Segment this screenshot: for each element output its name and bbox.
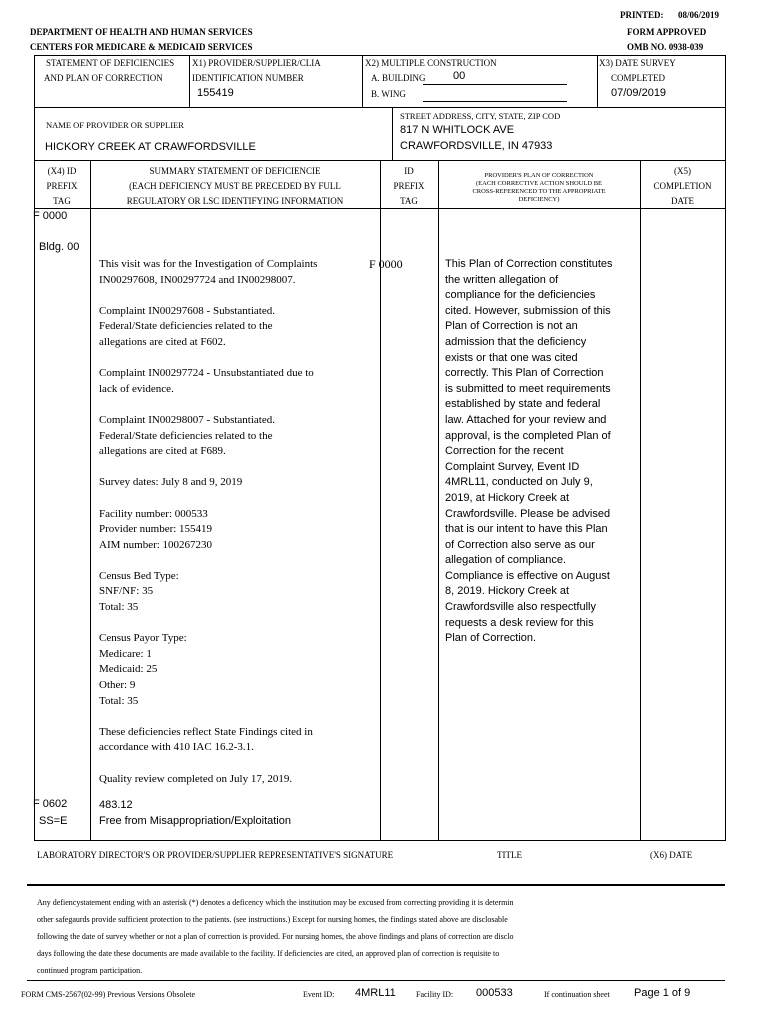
disclaimer-line: Any defiencystatement ending with an asterisk (*) denotes a deficency which the institution may be excused from correcting providing it is determin: [37, 898, 514, 907]
summary-paragraph: [99, 772, 379, 788]
col-id-1: ID: [404, 166, 414, 176]
poc-line: Plan of Correction is not an: [445, 320, 578, 333]
regulation-title: Free from Misappropriation/Exploitation: [99, 815, 291, 827]
poc-line: is submitted to meet requirements: [445, 382, 611, 395]
printed-date: 08/06/2019: [678, 10, 720, 20]
address-line-1: 817 N WHITLOCK AVE: [400, 124, 515, 136]
summary-line: accordance with 410 IAC 16.2-3.1.: [99, 741, 254, 754]
summary-statement: [99, 257, 379, 787]
poc-line: established by state and federal: [445, 398, 601, 411]
x3-label: X3) DATE SURVEY: [599, 58, 676, 68]
facility-id-value: 000533: [476, 987, 513, 999]
disclaimer-line: days following the date these documents are made available to the facility. If deficiencies are cited, an approved plan of correction is requisite to: [37, 949, 500, 958]
poc-line: correctly. This Plan of Correction: [445, 367, 604, 380]
address-label: STREET ADDRESS, CITY, STATE, ZIP COD: [400, 111, 561, 121]
summary-line: Survey dates: July 8 and 9, 2019: [99, 476, 243, 489]
col-id-3: TAG: [400, 196, 418, 206]
col-x5-1: (X5): [674, 166, 691, 176]
regulation-number: 483.12: [99, 799, 133, 811]
poc-line: This Plan of Correction constitutes: [445, 258, 613, 270]
signature-label: LABORATORY DIRECTOR'S OR PROVIDER/SUPPLIER REPRESENTATIVE'S SIGNATURE: [37, 850, 394, 860]
poc-line: admission that the deficiency: [445, 335, 587, 348]
col-summary-1: SUMMARY STATEMENT OF DEFICIENCIE: [149, 166, 321, 176]
survey-date-value: 07/09/2019: [611, 87, 667, 99]
poc-line: requests a desk review for this: [445, 616, 594, 629]
summary-line: SNF/NF: 35: [99, 585, 154, 598]
x1-label: X1) PROVIDER/SUPPLIER/CLIA: [192, 58, 321, 68]
id-tag-f0000: F 0000: [369, 257, 403, 271]
provider-id-value: 155419: [197, 87, 234, 99]
disclaimer-text: [37, 894, 727, 979]
building-label: A. BUILDING: [371, 73, 426, 83]
col-x4-1: (X4) ID: [47, 166, 77, 176]
title-label: TITLE: [497, 850, 522, 860]
col-poc-3: CROSS-REFERENCED TO THE APPROPRIATE: [472, 188, 606, 195]
col-poc-4: DEFICIENCY): [518, 196, 560, 203]
poc-line: Complaint Survey, Event ID: [445, 460, 580, 473]
summary-paragraph: [99, 631, 379, 709]
col-x4-2: PREFIX: [46, 181, 78, 191]
tag-f0602: F 0602: [33, 798, 68, 810]
summary-line: Other: 9: [99, 679, 136, 692]
summary-line: These deficiencies reflect State Findings cited in: [99, 725, 313, 738]
provider-name-label: NAME OF PROVIDER OR SUPPLIER: [46, 120, 184, 130]
col-summary-2: (EACH DEFICIENCY MUST BE PRECEDED BY FULL: [129, 181, 341, 191]
printed-label: PRINTED:: [620, 10, 664, 20]
poc-line: of Correction also serve as our: [445, 538, 595, 551]
poc-line: 2019, at Hickory Creek at: [445, 491, 570, 504]
date-label: (X6) DATE: [650, 850, 693, 860]
poc-line: Crawfordsville. Please be advised: [445, 507, 611, 520]
summary-line: Census Bed Type:: [99, 569, 179, 582]
summary-line: Federal/State deficiencies related to the: [99, 320, 273, 333]
address-line-2: CRAWFORDSVILLE, IN 47933: [400, 140, 553, 152]
summary-line: allegations are cited at F602.: [99, 335, 226, 348]
col-x4-3: TAG: [53, 196, 71, 206]
col-poc-2: (EACH CORRECTIVE ACTION SHOULD BE: [475, 180, 603, 187]
poc-line: allegation of compliance.: [445, 554, 567, 567]
summary-line: Complaint IN00297724 - Unsubstantiated due to: [99, 367, 314, 380]
building-tag: Bldg. 00: [39, 241, 80, 253]
col-poc-1: PROVIDER'S PLAN OF CORRECTION: [484, 172, 594, 179]
poc-line: Correction for the recent: [445, 445, 564, 458]
col-summary-3: REGULATORY OR LSC IDENTIFYING INFORMATION: [126, 196, 344, 206]
summary-line: Quality review completed on July 17, 2019.: [99, 772, 293, 785]
form-approved: FORM APPROVED: [627, 27, 707, 37]
building-value: 00: [453, 70, 466, 82]
summary-line: Medicare: 1: [99, 647, 152, 660]
poc-line: Compliance is effective on August: [445, 569, 610, 582]
summary-line: Census Payor Type:: [99, 632, 187, 645]
col-id-2: PREFIX: [393, 181, 425, 191]
continuation-label: If continuation sheet: [544, 990, 610, 999]
summary-line: Federal/State deficiencies related to the: [99, 429, 273, 442]
poc-line: approval, is the completed Plan of: [445, 429, 611, 442]
summary-line: Total: 35: [99, 601, 139, 614]
disclaimer-line: continued program participation.: [37, 966, 143, 975]
col-x5-3: DATE: [671, 196, 694, 206]
event-id-label: Event ID:: [303, 990, 335, 999]
summary-paragraph: [99, 366, 379, 397]
x1-label-2: IDENTIFICATION NUMBER: [192, 73, 304, 83]
x2-label: X2) MULTIPLE CONSTRUCTION: [365, 58, 497, 68]
poc-line: the written allegation of: [445, 273, 559, 286]
poc-line: compliance for the deficiencies: [445, 289, 596, 302]
summary-line: allegations are cited at F689.: [99, 445, 226, 458]
centers-heading: CENTERS FOR MEDICARE & MEDICAID SERVICES: [30, 42, 253, 52]
summary-paragraph: [99, 257, 379, 288]
statement-label-1: STATEMENT OF DEFICIENCIES: [46, 58, 175, 68]
department-heading: DEPARTMENT OF HEALTH AND HUMAN SERVICES: [30, 27, 253, 37]
statement-label-2: AND PLAN OF CORRECTION: [44, 73, 163, 83]
summary-line: Medicaid: 25: [99, 663, 158, 676]
page-number: Page 1 of 9: [634, 987, 691, 999]
provider-name-value: HICKORY CREEK AT CRAWFORDSVILLE: [45, 141, 256, 153]
summary-line: IN00297608, IN00297724 and IN00298007.: [99, 273, 296, 286]
disclaimer-line: following the date of survey whether or not a plan of correction is provided. For nursing homes, the above findings and plans of correction are disclo: [37, 932, 514, 941]
event-id-value: 4MRL11: [355, 987, 396, 999]
summary-line: Total: 35: [99, 694, 139, 707]
tag-f0000: F 0000: [33, 210, 68, 222]
poc-line: cited. However, submission of this: [445, 304, 611, 317]
poc-line: 8, 2019. Hickory Creek at: [445, 585, 570, 598]
poc-line: that is our intent to have this Plan: [445, 523, 608, 536]
summary-paragraph: [99, 569, 379, 616]
summary-paragraph: [99, 475, 379, 491]
summary-line: Complaint IN00297608 - Substantiated.: [99, 304, 275, 317]
summary-line: This visit was for the Investigation of Complaints: [99, 258, 318, 270]
summary-paragraph: [99, 507, 379, 554]
scope-severity: SS=E: [39, 815, 68, 827]
summary-line: AIM number: 100267230: [99, 538, 213, 551]
summary-line: Facility number: 000533: [99, 507, 208, 520]
poc-line: 4MRL11, conducted on July 9,: [445, 476, 593, 489]
poc-line: law. Attached for your review and: [445, 413, 607, 426]
poc-line: Crawfordsville also respectfully: [445, 601, 596, 614]
wing-label: B. WING: [371, 89, 406, 99]
omb-number: OMB NO. 0938-039: [627, 42, 704, 52]
poc-line: exists or that one was cited: [445, 351, 578, 364]
summary-line: Provider number: 155419: [99, 523, 213, 536]
summary-line: Complaint IN00298007 - Substantiated.: [99, 413, 275, 426]
summary-line: lack of evidence.: [99, 382, 174, 395]
disclaimer-line: other safegaurds provide sufficient protection to the patients. (see instructions.) Except for nursing homes, the findings stated above are disclosable: [37, 915, 508, 924]
form-id: FORM CMS-2567(02-99) Previous Versions Obsolete: [21, 990, 196, 999]
summary-paragraph: [99, 304, 379, 351]
summary-paragraph: [99, 725, 379, 756]
summary-paragraph: [99, 413, 379, 460]
col-x5-2: COMPLETION: [653, 181, 712, 191]
x3-label-2: COMPLETED: [611, 73, 665, 83]
facility-id-label: Facility ID:: [416, 990, 454, 999]
plan-of-correction: [445, 257, 639, 647]
poc-line: Plan of Correction.: [445, 632, 537, 645]
